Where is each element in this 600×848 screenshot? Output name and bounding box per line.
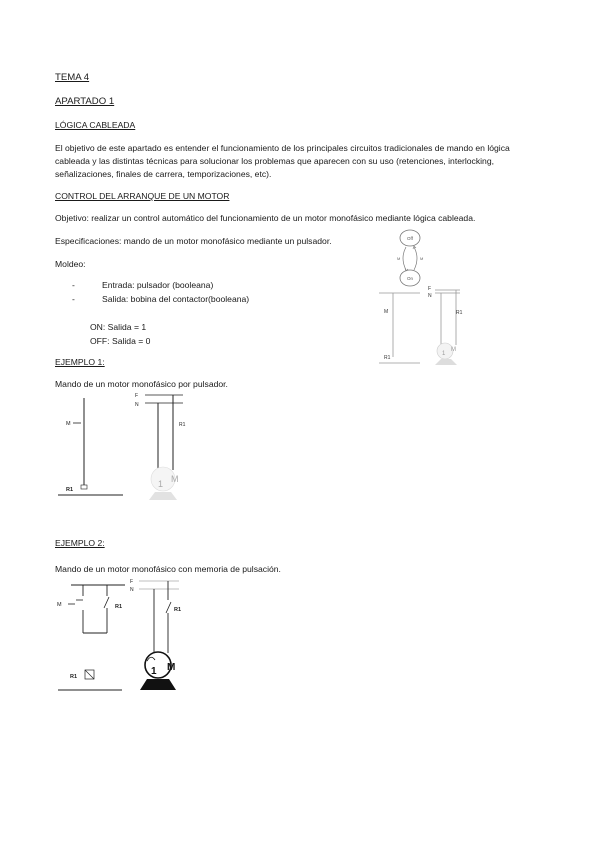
heading-apartado: APARTADO 1 bbox=[55, 96, 115, 107]
intro-paragraph: El objetivo de este apartado es entender el funcionamiento de los principales circuitos tradicionales de mando en lógica cableada y las distintas técnicas para solucionar los problemas que aparecen con su uso (retenciones, interlocking, señalizaciones, finales de carrera, temporizaciones, etc). bbox=[55, 143, 510, 179]
label-f: F bbox=[428, 286, 432, 292]
state-on-text: ON: Salida = 1 bbox=[90, 322, 147, 332]
motor-base-icon bbox=[149, 492, 177, 500]
motor-label-1: 1 bbox=[151, 666, 157, 677]
motor-contact bbox=[166, 602, 171, 613]
especificaciones-text: Especificaciones: mando de un motor monofásico mediante un pulsador. bbox=[55, 236, 332, 246]
objetivo-text: Objetivo: realizar un control automático del funcionamiento de un motor monofásico mediante lógica cableada. bbox=[55, 213, 476, 223]
label-f: F bbox=[130, 579, 134, 585]
transition-arrow-up bbox=[414, 247, 417, 270]
bullet-entrada: - Entrada: pulsador (booleana) bbox=[72, 280, 214, 290]
motor-base-icon bbox=[435, 359, 457, 365]
ejemplo1-text: Mando de un motor monofásico por pulsador. bbox=[55, 379, 228, 389]
heading-tema: TEMA 4 bbox=[55, 72, 90, 83]
circuit-ejemplo1 bbox=[55, 392, 205, 502]
bullet-entrada-text: Entrada: pulsador (booleana) bbox=[102, 280, 214, 290]
bullet-salida-text: Salida: bobina del contactor(booleana) bbox=[102, 294, 250, 304]
circuit-top-right bbox=[375, 285, 475, 370]
state-off-label: Off bbox=[407, 236, 413, 241]
label-m-pushbutton: M bbox=[57, 602, 62, 608]
self-hold-contact bbox=[104, 597, 109, 608]
label-r1-coil: R1 bbox=[66, 487, 74, 493]
label-m-pushbutton: M bbox=[66, 421, 71, 427]
motor-base-icon bbox=[140, 679, 176, 690]
motor-label-1: 1 bbox=[442, 351, 446, 357]
motor-label-m: M bbox=[451, 347, 456, 353]
label-n: N bbox=[135, 402, 139, 408]
ejemplo2-heading: EJEMPLO 2: bbox=[55, 538, 105, 548]
label-m-contact: M bbox=[384, 309, 389, 315]
state-off-text: OFF: Salida = 0 bbox=[90, 336, 151, 346]
label-r1-contact: R1 bbox=[179, 422, 186, 428]
label-r1-contact: R1 bbox=[174, 607, 182, 613]
modelo-label: Moldeo: bbox=[55, 259, 86, 269]
heading-control-arranque: CONTROL DEL ARRANQUE DE UN MOTOR bbox=[55, 191, 230, 201]
label-f: F bbox=[135, 393, 139, 399]
label-r1-contact: R1 bbox=[456, 310, 463, 316]
circuit-ejemplo2 bbox=[55, 578, 205, 693]
label-r1-self-hold: R1 bbox=[115, 604, 123, 610]
motor-label-m: M bbox=[167, 662, 176, 673]
coil-icon bbox=[81, 485, 87, 489]
label-r1-coil: R1 bbox=[70, 674, 78, 680]
transition-m-right: M bbox=[420, 256, 424, 261]
label-n: N bbox=[130, 587, 134, 593]
transition-arrow-down bbox=[403, 247, 406, 270]
transition-m-left: M bbox=[397, 256, 401, 261]
label-n: N bbox=[428, 293, 432, 299]
bullet-salida: - Salida: bobina del contactor(booleana) bbox=[72, 294, 250, 304]
state-on-label: On bbox=[406, 276, 414, 281]
heading-logica-cableada: LÓGICA CABLEADA bbox=[55, 120, 136, 130]
label-r1-coil: R1 bbox=[384, 355, 391, 361]
ejemplo1-heading: EJEMPLO 1: bbox=[55, 357, 105, 367]
motor-label-m: M bbox=[171, 474, 179, 484]
ejemplo2-text: Mando de un motor monofásico con memoria de pulsación. bbox=[55, 564, 281, 574]
motor-label-1: 1 bbox=[158, 479, 164, 489]
